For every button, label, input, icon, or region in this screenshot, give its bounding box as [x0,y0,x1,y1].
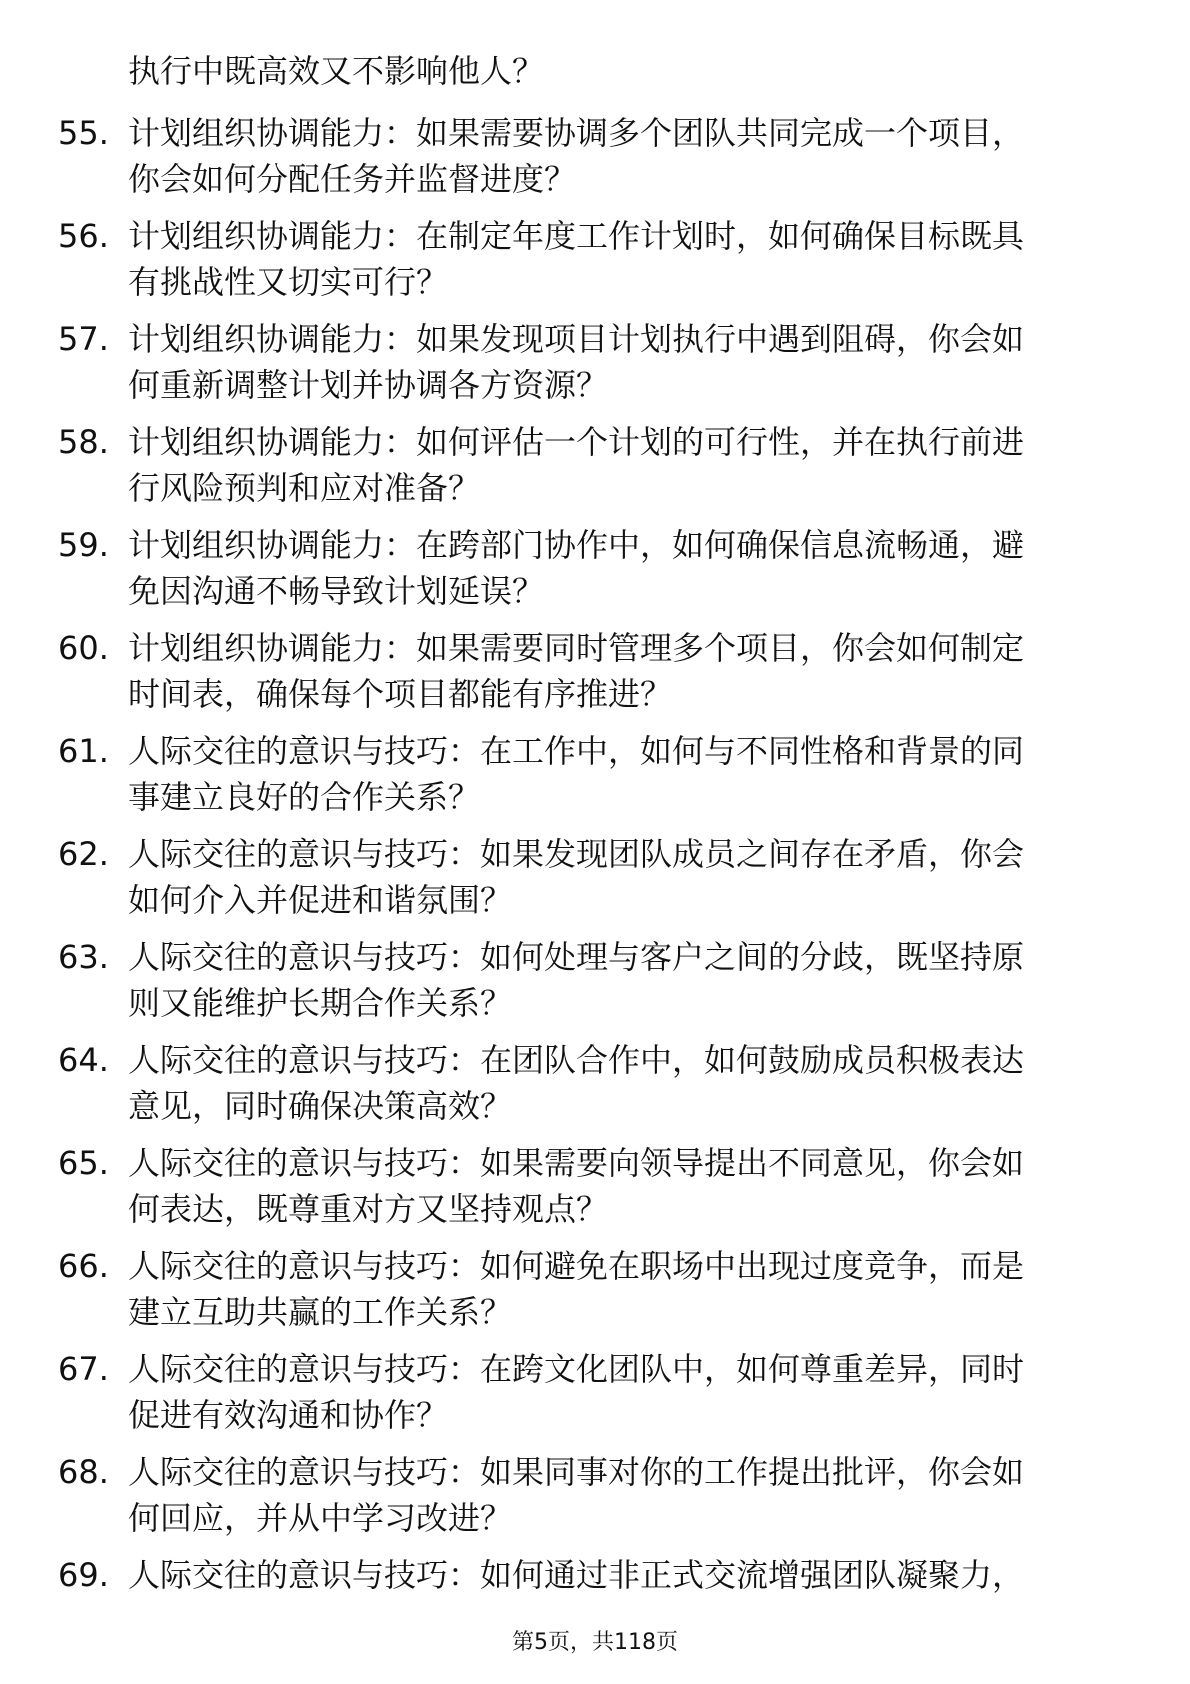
item-line: 人际交往的意识与技巧：如何避免在职场中出现过度竞争，而是 [128,1247,1025,1285]
list-item [58,110,1138,213]
item-text [128,1346,1128,1438]
item-text [128,1552,1128,1598]
item-text [128,110,1128,202]
item-text [128,831,1128,923]
item-line: 何回应，并从中学习改进？ [128,1499,513,1537]
item-text [128,316,1128,408]
item-line: 时间表，确保每个项目都能有序推进？ [128,675,673,713]
list-item [58,213,1138,316]
item-text [128,625,1128,717]
list-item [58,728,1138,831]
page-footer: 第5页，共118页 [512,1630,678,1655]
list-item [58,419,1138,522]
item-number: 61. [58,732,109,770]
item-line: 人际交往的意识与技巧：在团队合作中，如何鼓励成员积极表达 [128,1041,1025,1079]
item-line: 计划组织协调能力：在制定年度工作计划时，如何确保目标既具 [128,217,1025,255]
item-line: 计划组织协调能力：如果需要同时管理多个项目，你会如何制定 [128,629,1025,667]
item-line: 计划组织协调能力：在跨部门协作中，如何确保信息流畅通，避 [128,526,1025,564]
item-text [128,419,1128,511]
item-number: 64. [58,1041,109,1079]
item-number: 57. [58,320,109,358]
list-item [58,934,1138,1037]
item-line: 计划组织协调能力：如果发现项目计划执行中遇到阻碍，你会如 [128,320,1025,358]
item-line: 计划组织协调能力：如果需要协调多个团队共同完成一个项目， [128,114,1025,152]
item-line: 有挑战性又切实可行？ [128,263,449,301]
item-line: 如何介入并促进和谐氛围？ [128,881,513,919]
item-text [128,1449,1128,1541]
list-item [58,1449,1138,1552]
item-number: 67. [58,1350,109,1388]
item-line: 人际交往的意识与技巧：在工作中，如何与不同性格和背景的同 [128,732,1025,770]
item-line: 人际交往的意识与技巧：如果需要向领导提出不同意见，你会如 [128,1144,1025,1182]
item-text [128,728,1128,820]
item-number: 62. [58,835,109,873]
list-item [58,1037,1138,1140]
list-item [58,1243,1138,1346]
item-line: 免因沟通不畅导致计划延误？ [128,572,545,610]
item-number: 66. [58,1247,109,1285]
item-number: 55. [58,114,109,152]
list-item [58,831,1138,934]
list-item [58,625,1138,728]
item-line: 行风险预判和应对准备？ [128,469,481,507]
item-line: 意见，同时确保决策高效？ [128,1087,513,1125]
item-line: 人际交往的意识与技巧：如何通过非正式交流增强团队凝聚力， [128,1556,1025,1594]
item-line: 你会如何分配任务并监督进度？ [128,160,577,198]
item-line: 则又能维护长期合作关系？ [128,984,513,1022]
item-line: 人际交往的意识与技巧：如果发现团队成员之间存在矛盾，你会 [128,835,1025,873]
item-number: 59. [58,526,109,564]
item-text [128,213,1128,305]
item-line: 人际交往的意识与技巧：在跨文化团队中，如何尊重差异，同时 [128,1350,1025,1388]
item-line: 促进有效沟通和协作？ [128,1396,449,1434]
item-text [128,1243,1128,1335]
list-item [58,316,1138,419]
item-text [128,1140,1128,1232]
item-text [128,1037,1128,1129]
item-line: 建立互助共赢的工作关系？ [128,1293,513,1331]
item-text [128,522,1128,614]
item-line: 何表达，既尊重对方又坚持观点？ [128,1190,609,1228]
item-number: 56. [58,217,109,255]
list-item [58,1140,1138,1243]
item-number: 69. [58,1556,109,1594]
item-line: 计划组织协调能力：如何评估一个计划的可行性，并在执行前进 [128,423,1025,461]
item-text [128,934,1128,1026]
item-line: 人际交往的意识与技巧：如果同事对你的工作提出批评，你会如 [128,1453,1025,1491]
item-line: 人际交往的意识与技巧：如何处理与客户之间的分歧，既坚持原 [128,938,1025,976]
list-item [58,1346,1138,1449]
item-number: 63. [58,938,109,976]
item-number: 68. [58,1453,109,1491]
item-number: 60. [58,629,109,667]
continuation-text: 执行中既高效又不影响他人？ [128,52,545,90]
item-line: 事建立良好的合作关系？ [128,778,481,816]
item-line: 何重新调整计划并协调各方资源？ [128,366,609,404]
item-number: 58. [58,423,109,461]
question-list [58,110,1138,1655]
item-number: 65. [58,1144,109,1182]
list-item [58,522,1138,625]
